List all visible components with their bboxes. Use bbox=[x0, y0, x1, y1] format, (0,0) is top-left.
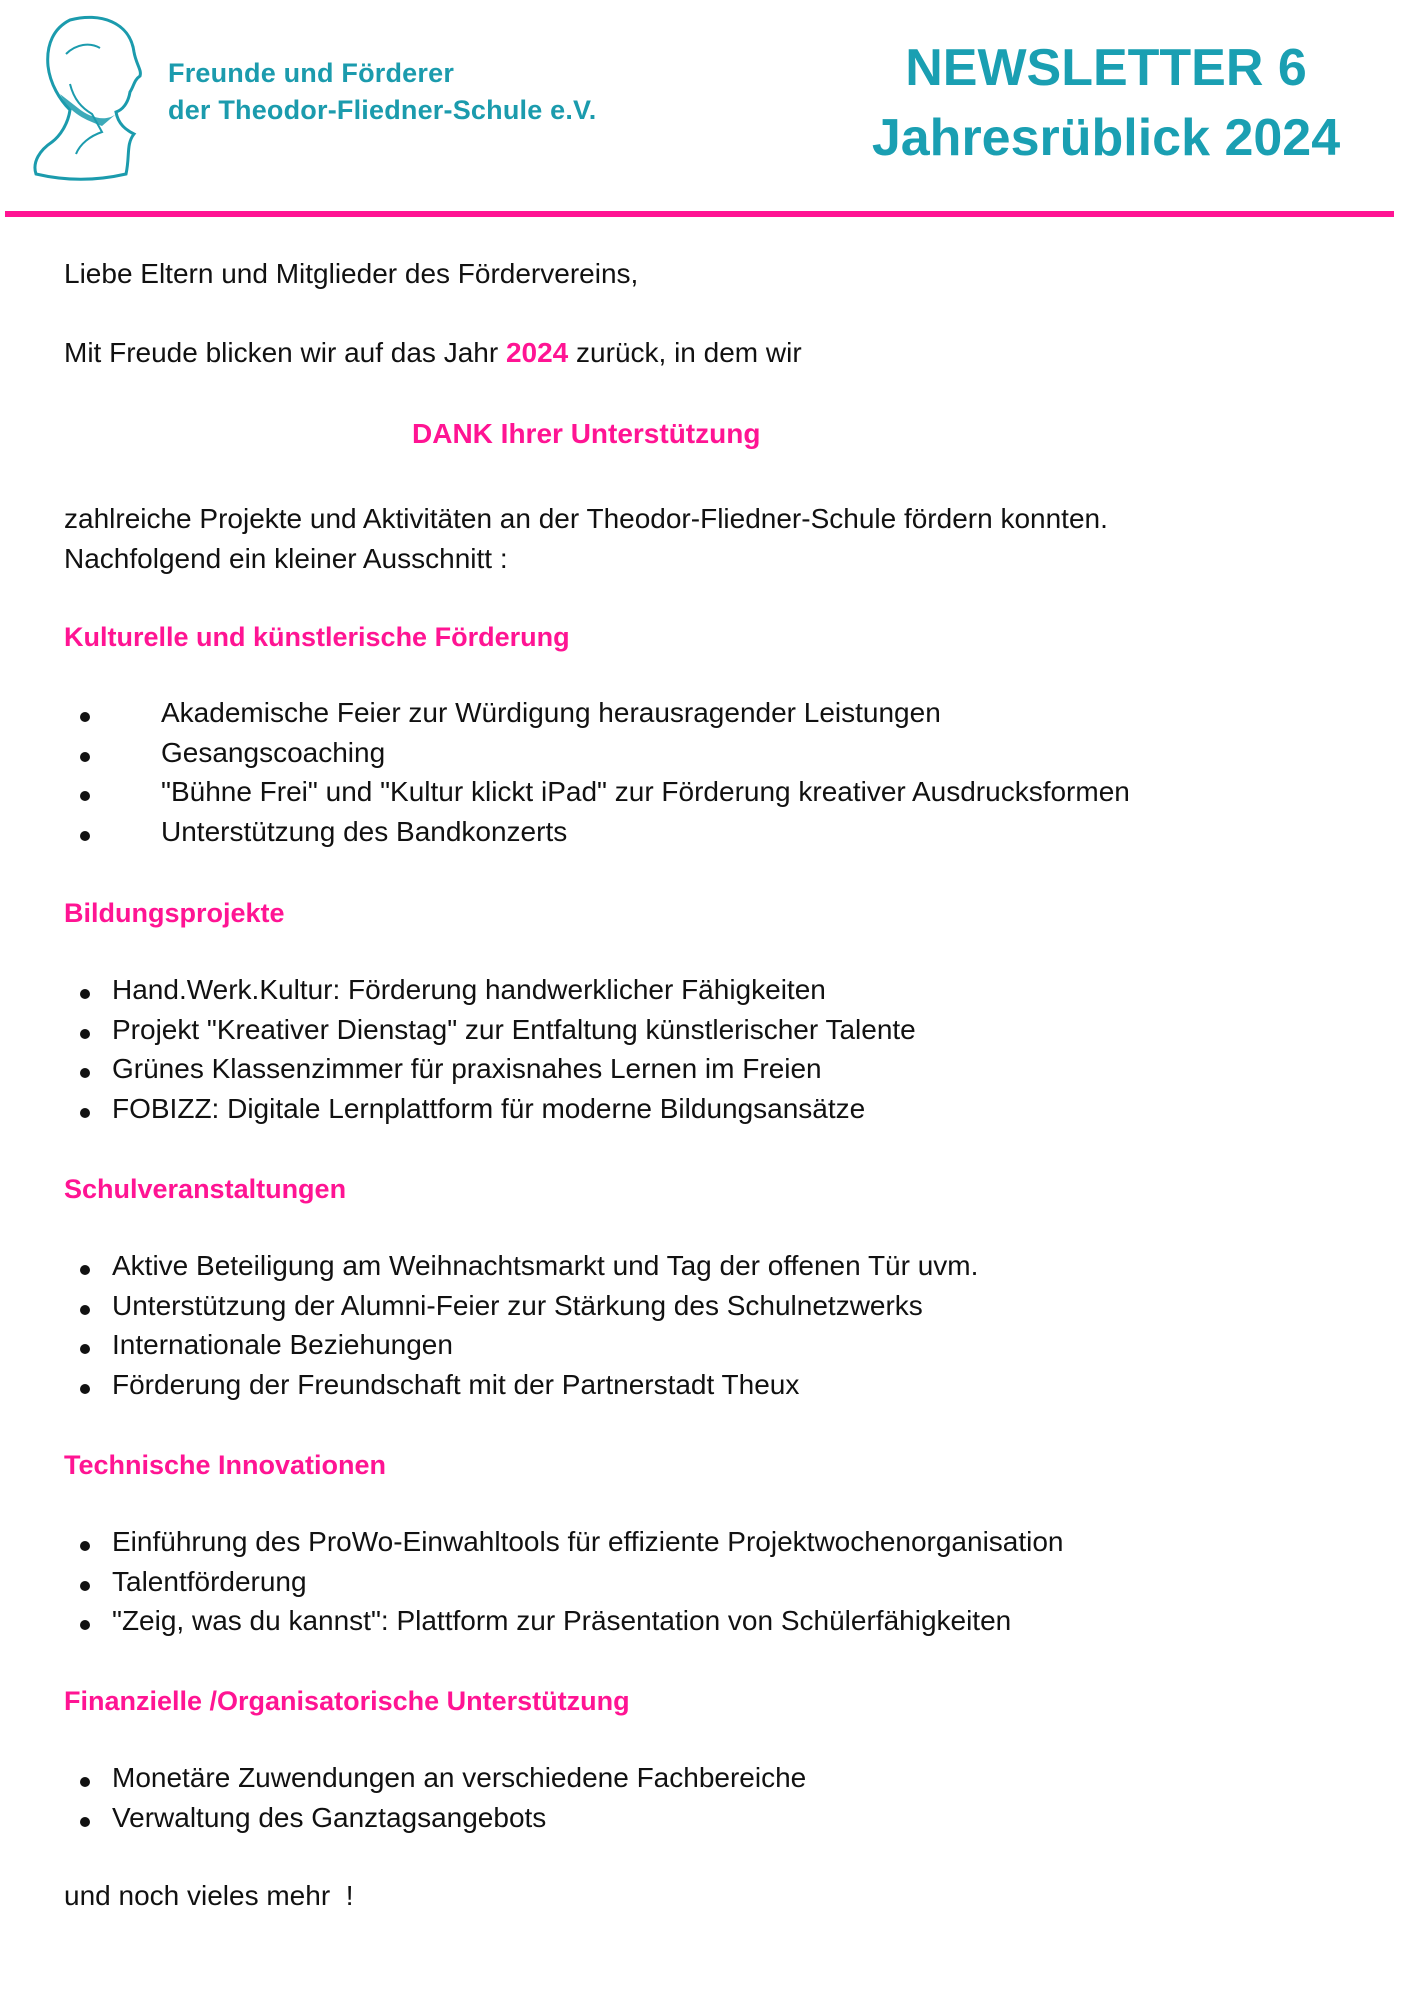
list-item: Monetäre Zuwendungen an verschiedene Fachbereiche bbox=[112, 1762, 807, 1793]
list-item: "Zeig, was du kannst": Plattform zur Präsentation von Schülerfähigkeiten bbox=[112, 1605, 1012, 1636]
bullet-icon bbox=[80, 712, 90, 722]
bullet-icon bbox=[80, 1108, 90, 1118]
list-item: Hand.Werk.Kultur: Förderung handwerklicher Fähigkeiten bbox=[112, 974, 826, 1005]
newsletter-title: NEWSLETTER 6 bbox=[905, 39, 1307, 97]
bullet-icon bbox=[80, 1344, 90, 1354]
section-heading: Finanzielle /Organisatorische Unterstützung bbox=[64, 1686, 630, 1716]
list-item: Unterstützung der Alumni-Feier zur Stärkung des Schulnetzwerks bbox=[112, 1290, 923, 1321]
bullet-icon bbox=[80, 831, 90, 841]
list-item: Gesangscoaching bbox=[161, 737, 386, 768]
founder-portrait-logo bbox=[30, 14, 160, 182]
list-item: Unterstützung des Bandkonzerts bbox=[161, 816, 568, 847]
bullet-icon bbox=[80, 1620, 90, 1630]
list-item: "Bühne Frei" und "Kultur klickt iPad" zur Förderung kreativer Ausdrucksformen bbox=[161, 776, 1130, 807]
logo-text-line1: Freunde und Förderer bbox=[168, 58, 455, 88]
closing-text: und noch vieles mehr ! bbox=[64, 1880, 354, 1911]
section-heading: Kulturelle und künstlerische Förderung bbox=[64, 622, 570, 652]
intro-line3: zahlreiche Projekte und Aktivitäten an der Theodor-Fliedner-Schule fördern konnten. bbox=[64, 503, 1108, 534]
header-divider bbox=[5, 211, 1394, 217]
bullet-icon bbox=[80, 1581, 90, 1591]
list-item: Förderung der Freundschaft mit der Partnerstadt Theux bbox=[112, 1369, 800, 1400]
thanks-highlight: DANK Ihrer Unterstützung bbox=[412, 418, 761, 449]
section-heading: Bildungsprojekte bbox=[64, 898, 285, 928]
list-item: Internationale Beziehungen bbox=[112, 1329, 453, 1360]
bullet-icon bbox=[80, 752, 90, 762]
list-item: Grünes Klassenzimmer für praxisnahes Lernen im Freien bbox=[112, 1053, 822, 1084]
bullet-icon bbox=[80, 1305, 90, 1315]
intro-line bbox=[64, 337, 802, 369]
intro-year: 2024 bbox=[505, 337, 569, 368]
greeting: Liebe Eltern und Mitglieder des Fördervereins, bbox=[64, 258, 639, 289]
intro-text-before: Mit Freude blicken wir auf das Jahr bbox=[64, 337, 499, 368]
newsletter-subtitle: Jahresrüblick 2024 bbox=[871, 109, 1341, 167]
list-item: Einführung des ProWo-Einwahltools für effiziente Projektwochenorganisation bbox=[112, 1526, 1064, 1557]
intro-text-after: zurück, in dem wir bbox=[576, 337, 802, 368]
bullet-icon bbox=[80, 1384, 90, 1394]
bullet-icon bbox=[80, 1029, 90, 1039]
list-item: FOBIZZ: Digitale Lernplattform für moderne Bildungsansätze bbox=[112, 1093, 866, 1124]
bullet-icon bbox=[80, 989, 90, 999]
bullet-icon bbox=[80, 1068, 90, 1078]
list-item: Aktive Beteiligung am Weihnachtsmarkt und Tag der offenen Tür uvm. bbox=[112, 1250, 979, 1281]
list-item: Akademische Feier zur Würdigung herausragender Leistungen bbox=[161, 697, 941, 728]
section-heading: Schulveranstaltungen bbox=[64, 1174, 347, 1204]
bullet-icon bbox=[80, 1777, 90, 1787]
bullet-icon bbox=[80, 1817, 90, 1827]
logo-text-line2: der Theodor-Fliedner-Schule e.V. bbox=[168, 95, 597, 125]
list-item: Verwaltung des Ganztagsangebots bbox=[112, 1802, 547, 1833]
list-item: Projekt "Kreativer Dienstag" zur Entfaltung künstlerischer Talente bbox=[112, 1014, 916, 1045]
list-item: Talentförderung bbox=[112, 1566, 307, 1597]
bullet-icon bbox=[80, 1541, 90, 1551]
intro-line4: Nachfolgend ein kleiner Ausschnitt : bbox=[64, 543, 508, 574]
bullet-icon bbox=[80, 1265, 90, 1275]
section-heading: Technische Innovationen bbox=[64, 1450, 387, 1480]
bullet-icon bbox=[80, 791, 90, 801]
